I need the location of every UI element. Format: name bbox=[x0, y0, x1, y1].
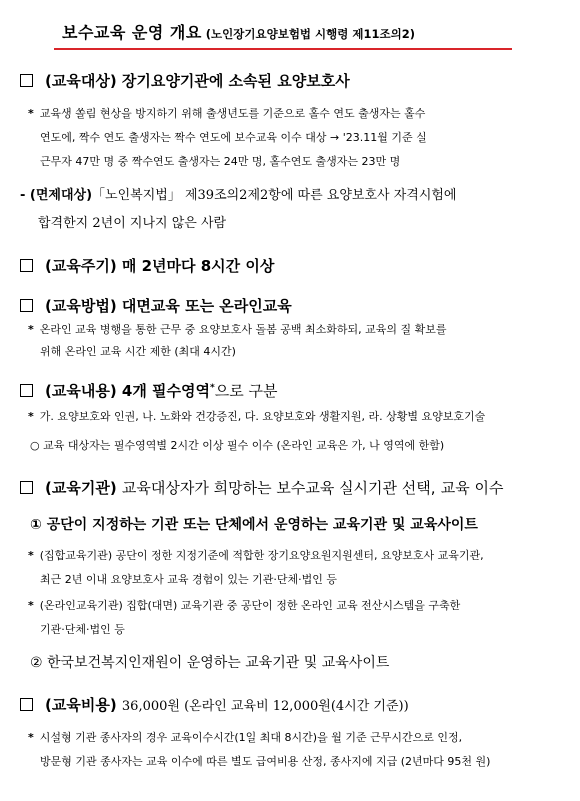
asterisk-icon: * bbox=[28, 410, 34, 423]
content-circle-line: ○ 교육 대상자는 필수영역별 2시간 이상 필수 이수 (온라인 교육은 가, 나 영역에 한함) bbox=[30, 439, 445, 452]
exempt-lead: (면제대상) bbox=[29, 188, 93, 203]
target-note-line2: 연도에, 짝수 연도 출생자는 짝수 연도에 보수교육 이수 대상 → '23.11월 기준 실 bbox=[40, 131, 427, 144]
square-box-icon bbox=[20, 481, 33, 494]
title-block bbox=[62, 20, 504, 43]
section-target-heading: (교육대상) 장기요양기관에 소속된 요양보호사 bbox=[45, 72, 350, 90]
asterisk-icon: * bbox=[28, 731, 34, 744]
cost-note-line1: * 시설형 기관 종사자의 경우 교육이수시간(1일 최대 8시간)을 월 기준 근무시간으로 인정, bbox=[28, 731, 463, 744]
institution-item1: ① 공단이 지정하는 기관 또는 단체에서 운영하는 교육기관 및 교육사이트 bbox=[30, 517, 478, 533]
asterisk-icon: * bbox=[28, 107, 34, 120]
section-method: (교육방법) 대면교육 또는 온라인교육 bbox=[20, 295, 292, 316]
square-box-icon bbox=[20, 259, 33, 272]
asterisk-icon: * bbox=[28, 549, 34, 562]
title-main: 보수교육 운영 개요 bbox=[62, 23, 202, 42]
section-cycle: (교육주기) 매 2년마다 8시간 이상 bbox=[20, 255, 274, 276]
section-cost: (교육비용) 36,000원 (온라인 교육비 12,000원(4시간 기준)) bbox=[20, 694, 409, 715]
section-target bbox=[20, 70, 350, 91]
square-box-icon bbox=[20, 74, 33, 87]
exempt-line1: - (면제대상)「노인복지법」 제39조의2제2항에 따른 요양보호사 자격시험에 bbox=[20, 188, 457, 203]
square-box-icon bbox=[20, 384, 33, 397]
section-institution: (교육기관) 교육대상자가 희망하는 보수교육 실시기관 선택, 교육 이수 bbox=[20, 477, 504, 498]
institution-note2-line2: 기관·단체·법인 등 bbox=[40, 623, 125, 636]
institution-note2-line1: * (온라인교육기관) 집합(대면) 교육기관 중 공단이 정한 온라인 교육 전산시스템을 구축한 bbox=[28, 599, 461, 612]
title-underline bbox=[54, 48, 512, 50]
title-sub: (노인장기요양보험법 시행령 제11조의2) bbox=[205, 27, 415, 41]
asterisk-icon: * bbox=[28, 599, 34, 612]
institution-note1-line2: 최근 2년 이내 요양보호사 교육 경험이 있는 기관·단체·법인 등 bbox=[40, 573, 337, 586]
target-note-line3: 근무자 47만 명 중 짝수연도 출생자는 24만 명, 홀수연도 출생자는 23만 명 bbox=[40, 155, 401, 168]
square-box-icon bbox=[20, 698, 33, 711]
method-note-line2: 위해 온라인 교육 시간 제한 (최대 4시간) bbox=[40, 345, 236, 358]
square-box-icon bbox=[20, 299, 33, 312]
exempt-line2: 합격한지 2년이 지나지 않은 사람 bbox=[38, 216, 227, 231]
method-note-line1: * 온라인 교육 병행을 통한 근무 중 요양보호사 돌봄 공백 최소화하되, 교육의 질 확보를 bbox=[28, 323, 447, 336]
section-content: (교육내용) 4개 필수영역*으로 구분 bbox=[20, 380, 277, 401]
cost-note-line2: 방문형 기관 종사자는 교육 이수에 따른 별도 급여비용 산정, 종사지에 지급 (2년마다 95천 원) bbox=[40, 755, 491, 768]
asterisk-icon: * bbox=[28, 323, 34, 336]
institution-item2: ② 한국보건복지인재원이 운영하는 교육기관 및 교육사이트 bbox=[30, 655, 390, 671]
target-note-line1: * 교육생 쏠림 현상을 방지하기 위해 출생년도를 기준으로 홀수 연도 출생자는 홀수 bbox=[28, 107, 426, 120]
content-note-line1: * 가. 요양보호와 인권, 나. 노화와 건강증진, 다. 요양보호와 생활지원, 라. 상황별 요양보호기술 bbox=[28, 410, 486, 423]
page-title bbox=[62, 20, 504, 43]
institution-note1-line1: * (집합교육기관) 공단이 정한 지정기준에 적합한 장기요양요원지원센터, 요양보호사 교육기관, bbox=[28, 549, 484, 562]
